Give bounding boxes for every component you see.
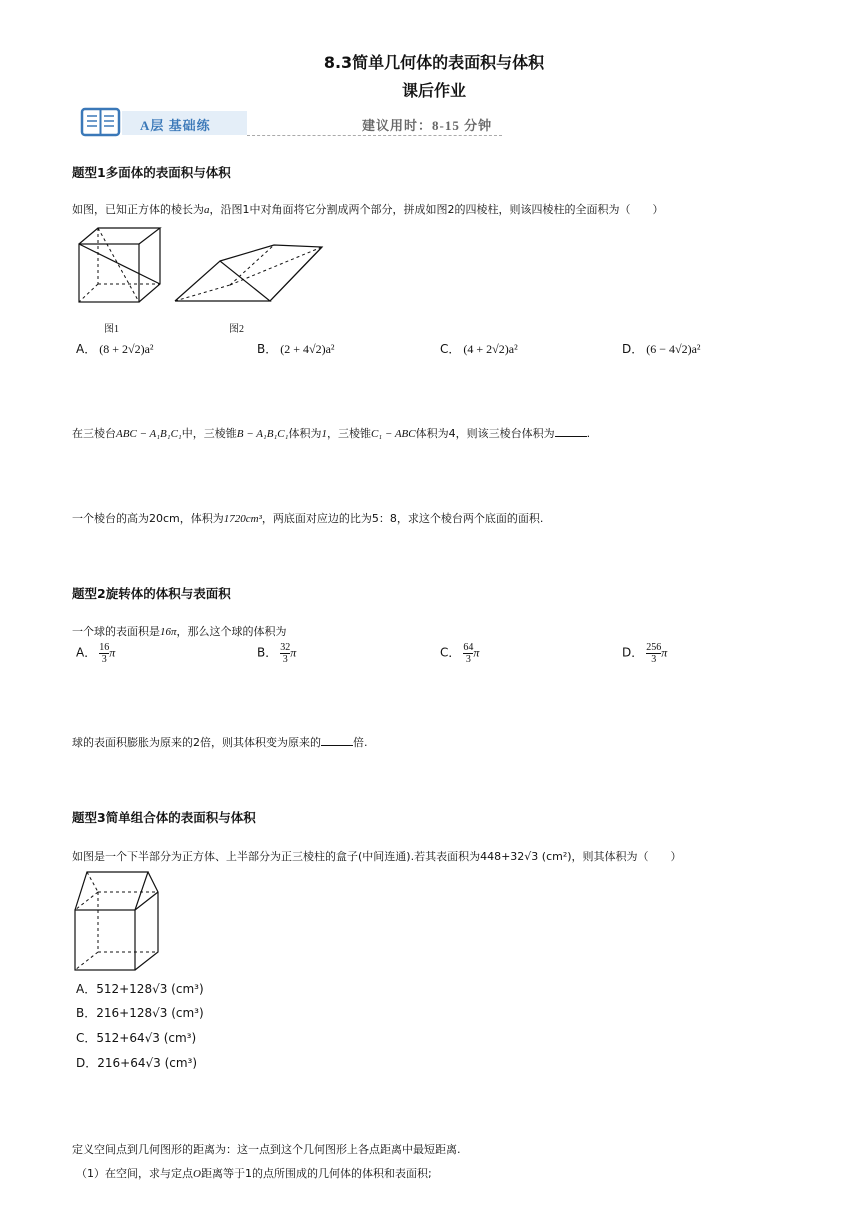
page-title: 8.3简单几何体的表面积与体积 bbox=[323, 53, 545, 72]
banner-divider bbox=[247, 135, 502, 136]
figure-1-caption: 图1 bbox=[104, 324, 119, 335]
option-1-1-d[interactable]: D． (6 − 4√2)a² bbox=[622, 342, 701, 356]
question-3-1-stem: 如图是一个下半部分为正方体、上半部分为正三棱柱的盒子(中间连通).若其表面积为448+32√3 (cm²)，则其体积为（ ） bbox=[72, 850, 682, 863]
option-1-1-b[interactable]: B． (2 + 4√2)a² bbox=[257, 342, 335, 356]
option-3-1-d[interactable]: D．216+64√3 (cm³) bbox=[76, 1056, 198, 1070]
option-2-1-c[interactable]: C． $\frac{64}{3}$ π bbox=[440, 642, 480, 665]
option-2-1-d[interactable]: D． $\frac{256}{3}$ π bbox=[622, 642, 668, 665]
option-3-1-b[interactable]: B．216+128√3 (cm³) bbox=[76, 1006, 204, 1020]
figure-2-prism bbox=[172, 243, 326, 305]
time-label: 建议用时：8-15 分钟 bbox=[362, 118, 493, 133]
question-2-2: 球的表面积膨胀为原来的2倍，则其体积变为原来的 倍. bbox=[72, 736, 368, 749]
figure-1-cube bbox=[76, 224, 168, 306]
figure-2-caption: 图2 bbox=[229, 324, 244, 335]
option-3-1-a[interactable]: A．512+128√3 (cm³) bbox=[76, 982, 204, 996]
section-heading-2: 题型2旋转体的体积与表面积 bbox=[72, 586, 231, 601]
question-3-2-part-1: （1）在空间，求与定点O距离等于1的点所围成的几何体的体积和表面积; bbox=[76, 1167, 432, 1180]
section-heading-3: 题型3简单组合体的表面积与体积 bbox=[72, 810, 256, 825]
question-1-3: 一个棱台的高为20cm，体积为1720cm³，两底面对应边的比为5：8，求这个棱台两个底面的面积. bbox=[72, 512, 544, 525]
answer-blank[interactable] bbox=[321, 735, 353, 746]
question-1-2: 在三棱台ABC − A₁B₁C₁中，三棱锥B − A₁B₁C₁体积为1，三棱锥C₁ − ABC体积为4，则该三棱台体积为 . bbox=[72, 427, 591, 440]
figure-box bbox=[72, 868, 160, 974]
question-2-1-stem: 一个球的表面积是16π，那么这个球的体积为 bbox=[72, 625, 287, 638]
answer-blank[interactable] bbox=[555, 426, 587, 437]
option-3-1-c[interactable]: C．512+64√3 (cm³) bbox=[76, 1031, 197, 1045]
page-subtitle: 课后作业 bbox=[401, 81, 466, 100]
question-3-2-definition: 定义空间点到几何图形的距离为：这一点到这个几何图形上各点距离中最短距离. bbox=[72, 1143, 461, 1156]
option-2-1-a[interactable]: A． $\frac{16}{3}$ π bbox=[76, 642, 116, 665]
option-1-1-a[interactable]: A． (8 + 2√2)a² bbox=[76, 342, 154, 356]
option-1-1-c[interactable]: C． (4 + 2√2)a² bbox=[440, 342, 518, 356]
question-1-1-stem: 如图，已知正方体的棱长为a，沿图1中对角面将它分割成两个部分，拼成如图2的四棱柱，则该四棱柱的全面积为（ ） bbox=[72, 203, 664, 216]
section-heading-1: 题型1多面体的表面积与体积 bbox=[72, 165, 231, 180]
level-label: A层 基础练 bbox=[140, 118, 211, 133]
option-2-1-b[interactable]: B． $\frac{32}{3}$ π bbox=[257, 642, 297, 665]
open-book-icon bbox=[80, 106, 122, 138]
